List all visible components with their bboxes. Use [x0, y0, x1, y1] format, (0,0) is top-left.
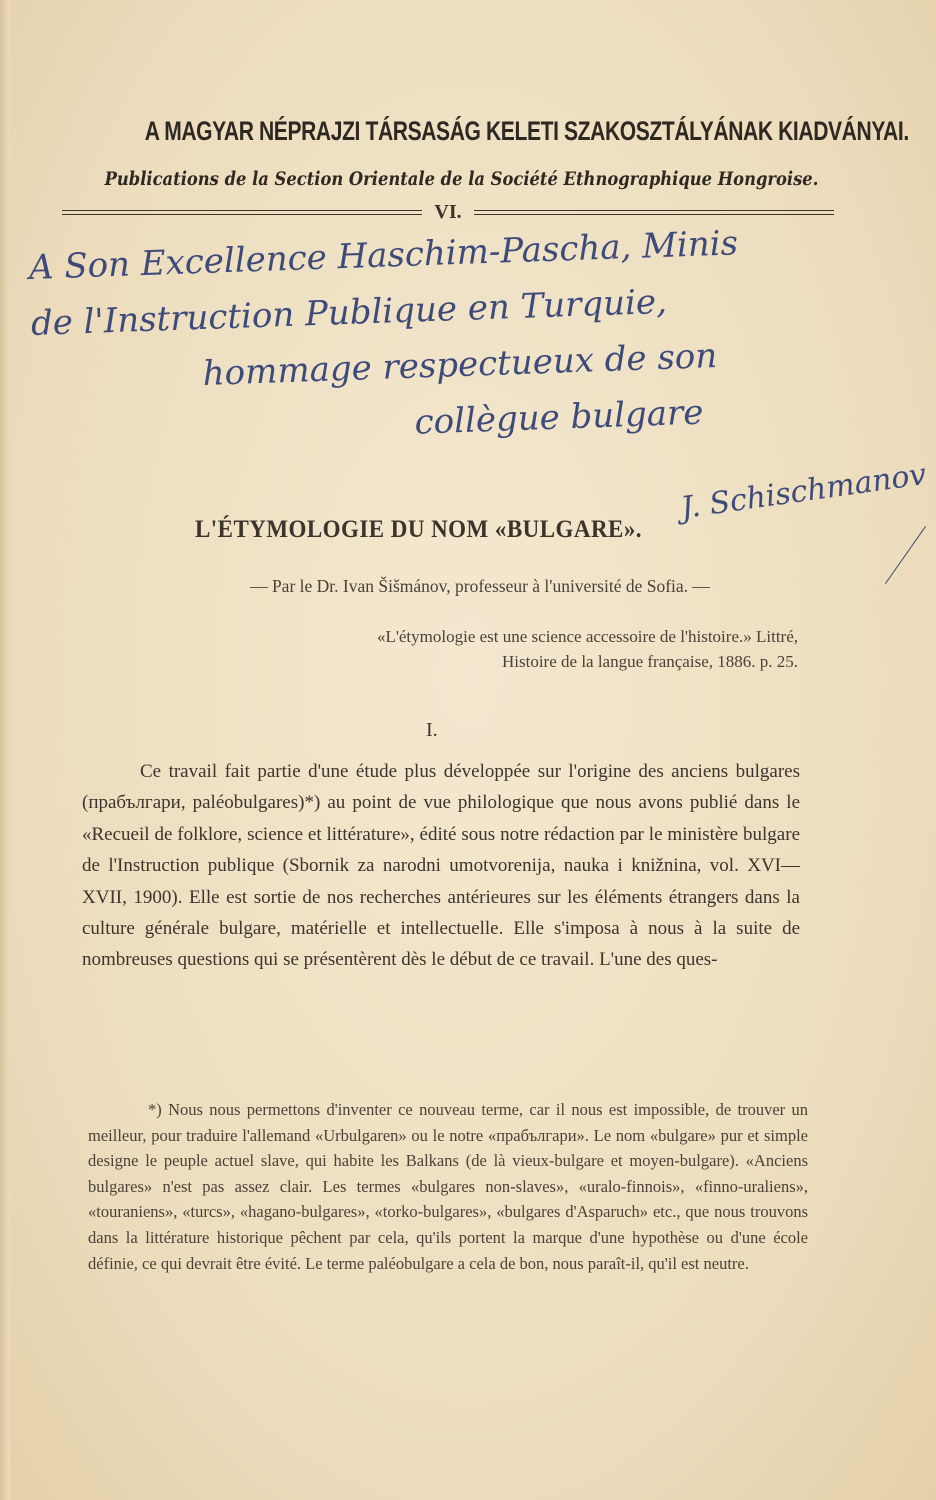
- left-rule: [62, 210, 422, 215]
- footnote: [88, 1097, 808, 1276]
- dedication-line: de l'Instruction Publique en Turquie,: [30, 281, 668, 344]
- article-title: L'ÉTYMOLOGIE DU NOM «BULGARE».: [195, 516, 643, 543]
- handwritten-dedication: [28, 209, 935, 464]
- series-subtitle: Publications de la Section Orientale de la Société Ethnographique Hongroise.: [104, 168, 819, 190]
- article-byline: — Par le Dr. Ivan Šišmánov, professeur à l'université de Sofia. —: [250, 576, 710, 596]
- dedication-line: collègue bulgare: [413, 392, 705, 443]
- dedication-line: A Son Excellence Haschim-Pascha, Minis: [28, 223, 739, 288]
- dedication-line: hommage respectueux de son: [202, 336, 718, 394]
- pen-stroke: [885, 526, 926, 584]
- epigraph: «L'étymologie est une science accessoire de l'histoire.» Littré, Histoire de la langue française, 1886. p. 25.: [376, 627, 798, 671]
- body-paragraph: [82, 756, 800, 976]
- section-number: I.: [426, 719, 438, 741]
- series-title: A MAGYAR NÉPRAJZI TÁRSASÁG KELETI SZAKOSZTÁLYÁNAK KIADVÁNYAI.: [144, 116, 909, 146]
- handwritten-signature: J. Schischmanov: [678, 456, 929, 527]
- page-edge: [0, 0, 10, 1500]
- footnote-text: *) Nous nous permettons d'inventer ce nouveau terme, car il nous est impossible, de trouver un meilleur, pour traduire l'allemand «Urbulgaren» ou le notre «прабългари». Le nom «bulgare» pur et simple designe le peuple actuel slave, qui habite les Balkans (de là vieux-bulgare et moyen-bulgare). «Anciens bulgares» n'est pas assez clair. Les termes «bulgares non-slaves», «uralo-finnois», «finno-uraliens», «touraniens», «turcs», «hagano-bulgares», «torko-bulgares», «bulgares d'Asparuch» etc., que nous trouvons dans la littérature historique pêchent par cela, qu'ils portent la marque d'une hypothèse ou d'une école définie, ce qui devrait être évité. Le terme paléobulgare a cela de bon, nous paraît-il, qu'il est neutre.: [88, 1100, 808, 1273]
- volume-number: VI.: [434, 200, 462, 223]
- paragraph-text: Ce travail fait partie d'une étude plus développée sur l'origine des anciens bulgares (прабългари, paléobulgares)*) au point de vue philologique que nous avons publié dans le «Recueil de folklore, science et littérature», édité sous notre rédaction par le ministère bulgare de l'Instruction publique (Sbornik za narodni umotvorenija, nauka i knižnina, vol. XVI—XVII, 1900). Elle est sortie de nos recherches antérieures sur les éléments étrangers dans la culture générale bulgare, matérielle et intellectuelle. Elle s'imposa à nous à la suite de nombreuses questions qui se présentèrent dès le début de ce travail. L'une des ques-: [82, 761, 800, 971]
